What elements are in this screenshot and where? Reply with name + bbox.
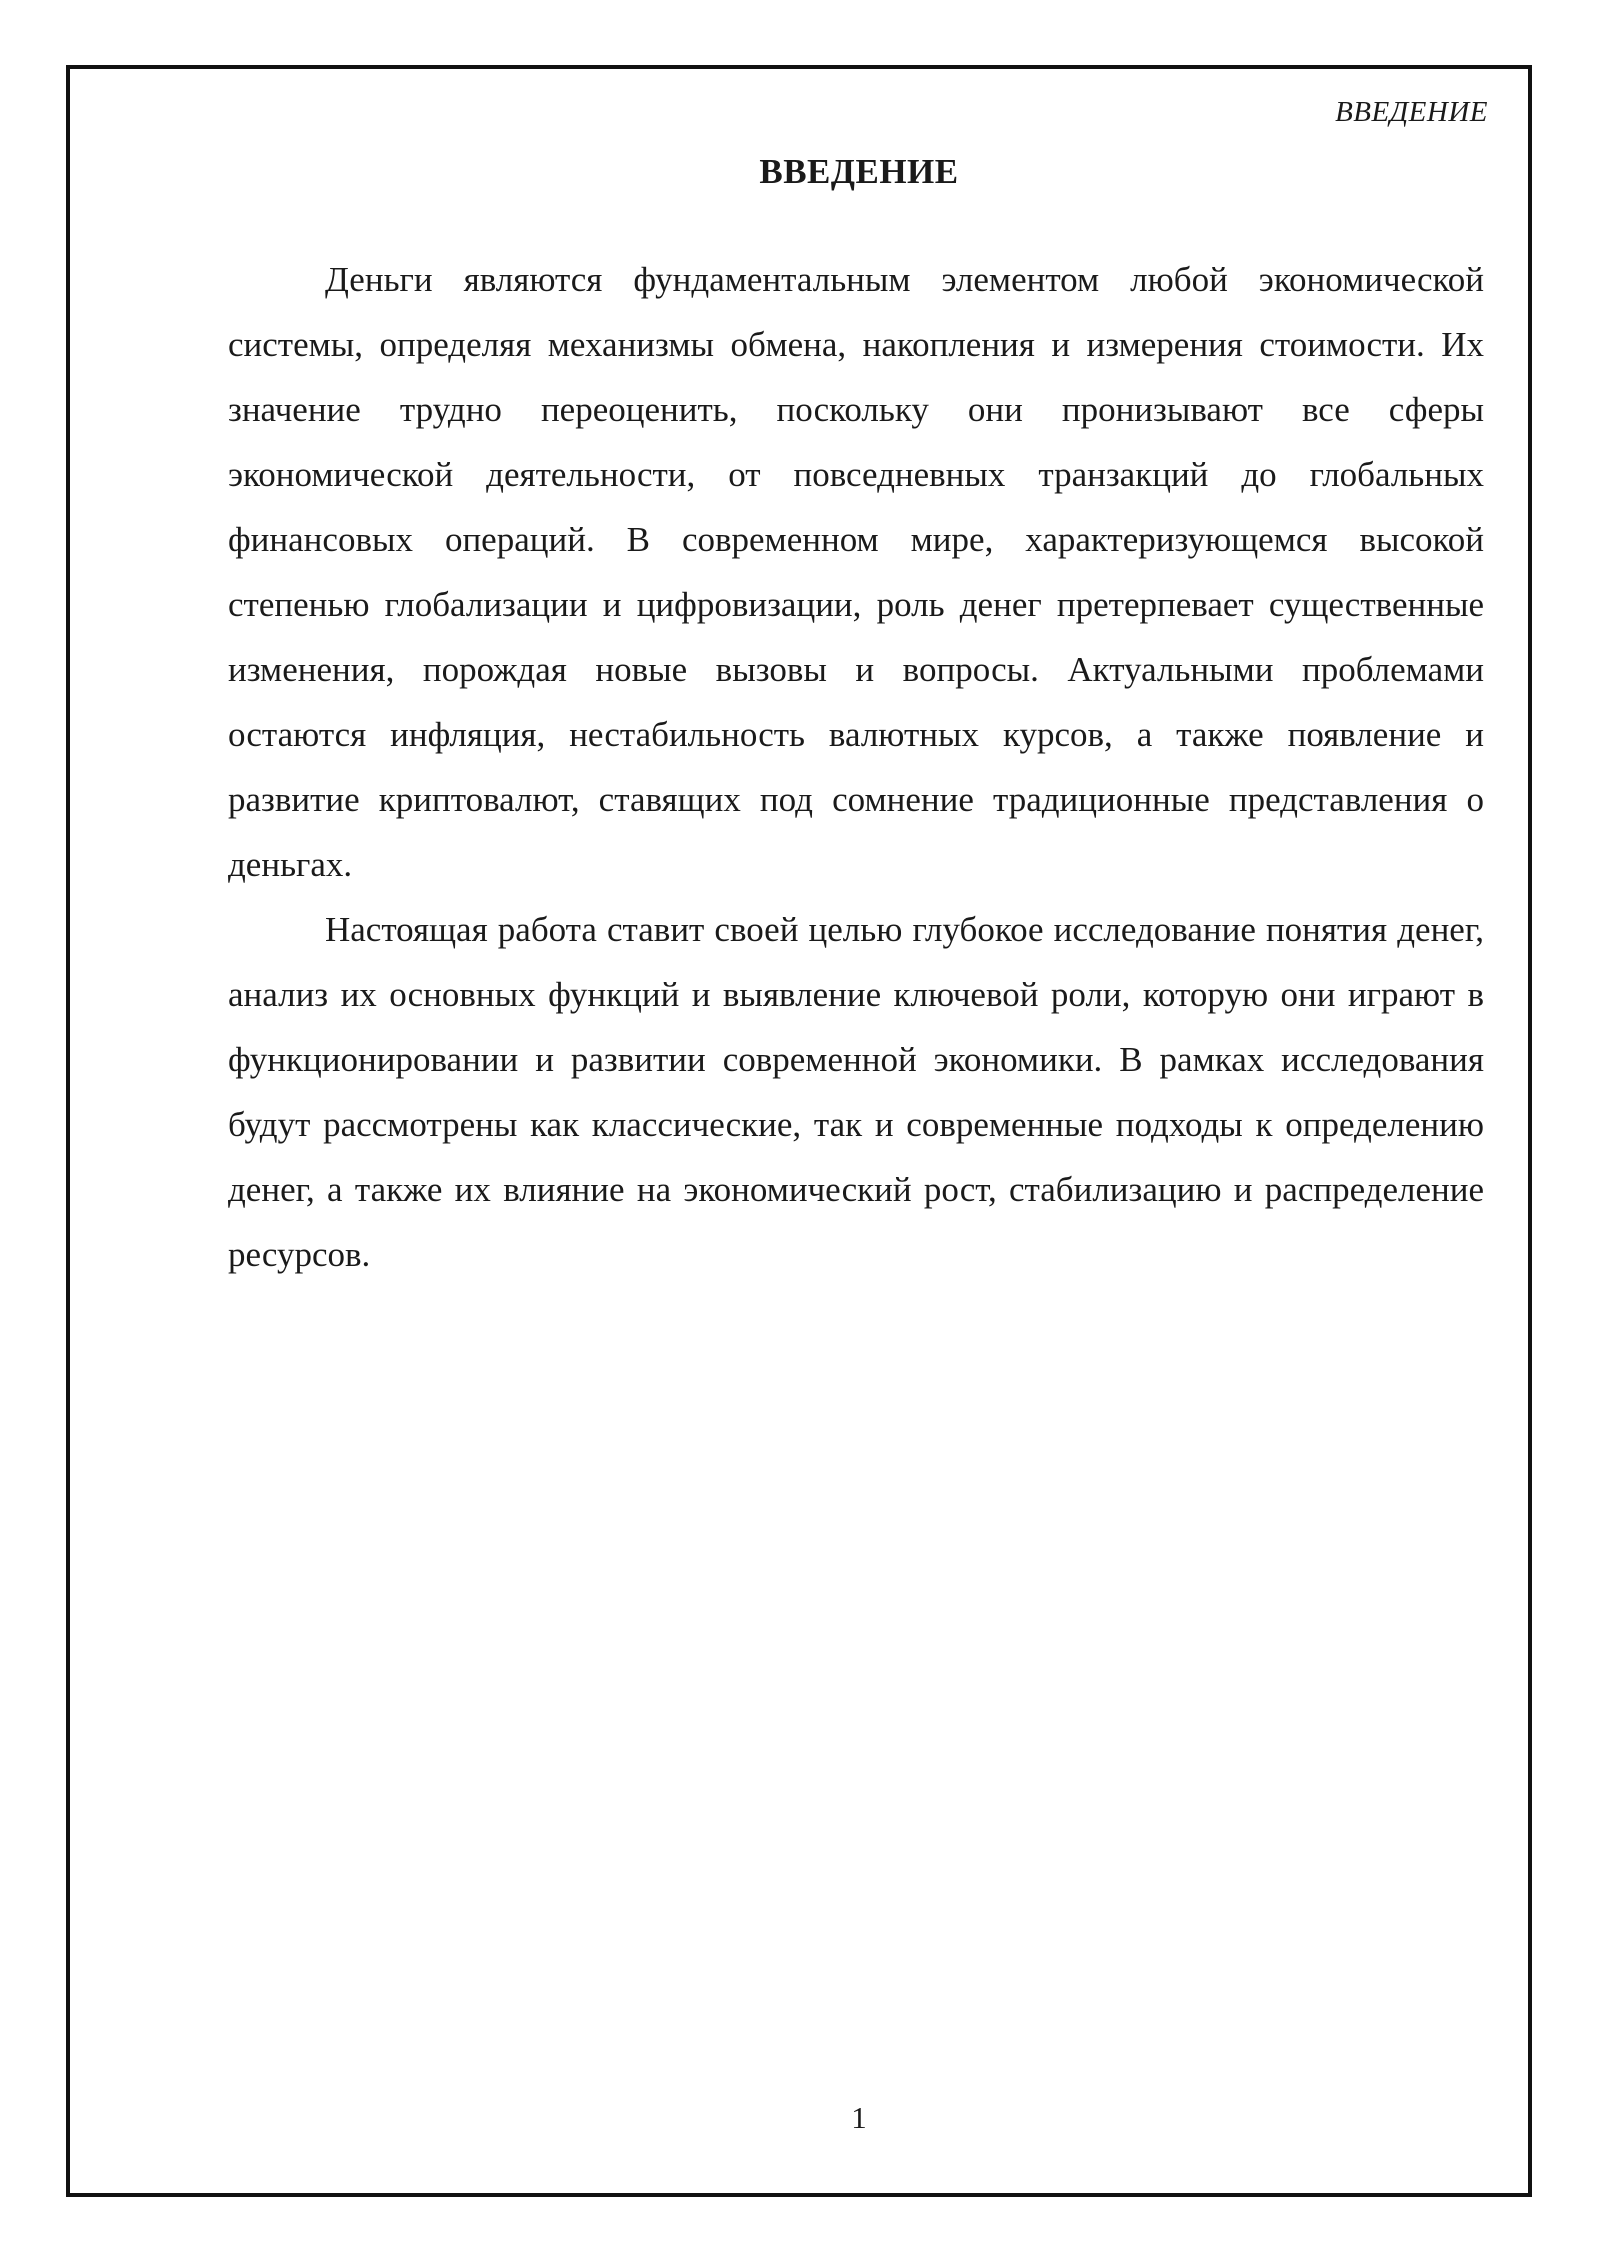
- paragraph-1: Деньги являются фундаментальным элементом любой экономической системы, определяя механизмы обмена, накопления и измерения стоимости. Их значение трудно переоценить, поскольку они пронизывают все сферы экономической деятельности, от повседневных транзакций до глобальных финансовых операций. В современном мире, характеризующемся высокой степенью глобализации и цифровизации, роль денег претерпевает существенные изменения, порождая новые вызовы и вопросы. Актуальными проблемами остаются инфляция, нестабильность валютных курсов, а также появление и развитие криптовалют, ставящих под сомнение традиционные представления о деньгах.: [228, 260, 1484, 884]
- paragraph-2: Настоящая работа ставит своей целью глубокое исследование понятия денег, анализ их основных функций и выявление ключевой роли, которую они играют в функционировании и развитии современной экономики. В рамках исследования будут рассмотрены как классические, так и современные подходы к определению денег, а также их влияние на экономический рост, стабилизацию и распределение ресурсов.: [228, 910, 1484, 1274]
- page-number: 1: [851, 2100, 867, 2135]
- page-title: ВВЕДЕНИЕ: [759, 152, 959, 191]
- body-text: [228, 247, 1484, 1287]
- running-header: ВВЕДЕНИЕ: [1335, 96, 1488, 128]
